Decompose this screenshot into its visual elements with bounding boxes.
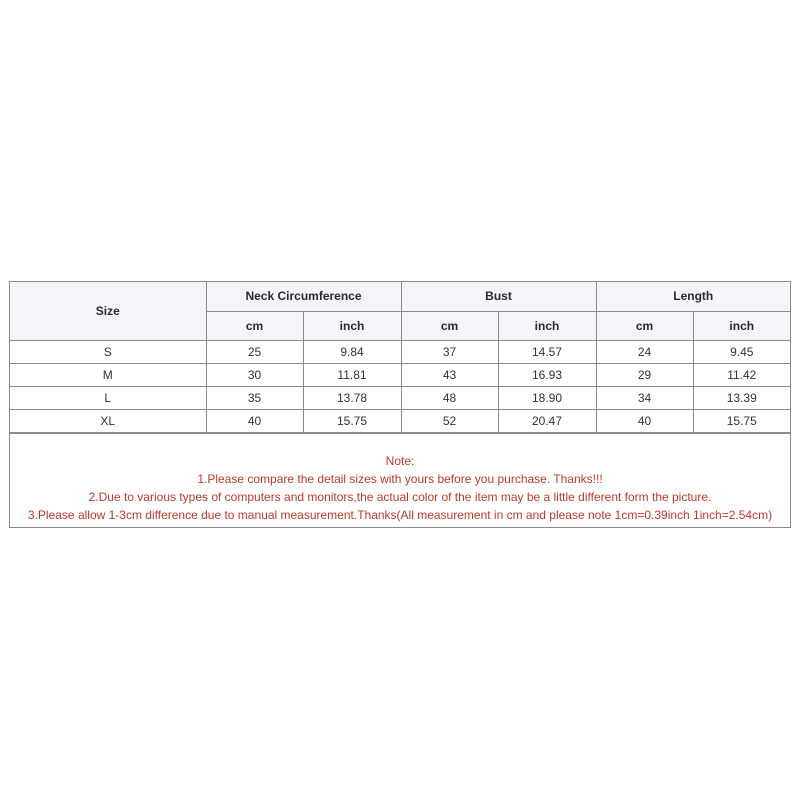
header-group-row [10,282,790,311]
note-line-3: 3.Please allow 1-3cm difference due to manual measurement.Thanks(All measurement in cm and please note 1cm=0.39inch 1inch=2.54cm) [27,507,773,522]
table-cell: 30 [206,363,303,386]
table-cell: 40 [596,409,693,432]
table-cell: 14.57 [498,340,596,363]
unit-header: cm [206,311,303,340]
table-cell: 16.93 [498,363,596,386]
table-cell: 11.42 [693,363,790,386]
table-cell: 15.75 [693,409,790,432]
table-cell: 52 [401,409,498,432]
unit-header: cm [401,311,498,340]
table-cell: 29 [596,363,693,386]
table-cell: 13.39 [693,386,790,409]
unit-header: inch [498,311,596,340]
table-cell: 13.78 [303,386,401,409]
table-cell: 9.45 [693,340,790,363]
table-cell: 25 [206,340,303,363]
note-line-2: 2.Due to various types of computers and monitors,the actual color of the item may be a little different form the picture. [88,489,712,504]
notes-title: Note: [385,453,415,468]
unit-header: inch [303,311,401,340]
table-cell: 40 [206,409,303,432]
table-row [10,386,790,409]
size-chart [9,281,791,528]
group-header-neck: Neck Circumference [206,282,401,311]
table-cell: 15.75 [303,409,401,432]
size-cell: M [10,363,206,386]
table-cell: 20.47 [498,409,596,432]
size-cell: L [10,386,206,409]
table-cell: 43 [401,363,498,386]
table-cell: 34 [596,386,693,409]
table-cell: 24 [596,340,693,363]
unit-header: cm [596,311,693,340]
table-cell: 11.81 [303,363,401,386]
size-table [10,282,790,433]
group-header-length: Length [596,282,790,311]
table-row [10,409,790,432]
size-cell: S [10,340,206,363]
table-cell: 35 [206,386,303,409]
note-line-1: 1.Please compare the detail sizes with yours before you purchase. Thanks!!! [197,471,603,486]
table-cell: 48 [401,386,498,409]
table-cell: 18.90 [498,386,596,409]
table-row [10,340,790,363]
table-cell: 37 [401,340,498,363]
size-cell: XL [10,409,206,432]
unit-header: inch [693,311,790,340]
size-header: Size [10,282,206,340]
table-row [10,363,790,386]
table-cell: 9.84 [303,340,401,363]
notes-section [10,433,790,527]
group-header-bust: Bust [401,282,596,311]
